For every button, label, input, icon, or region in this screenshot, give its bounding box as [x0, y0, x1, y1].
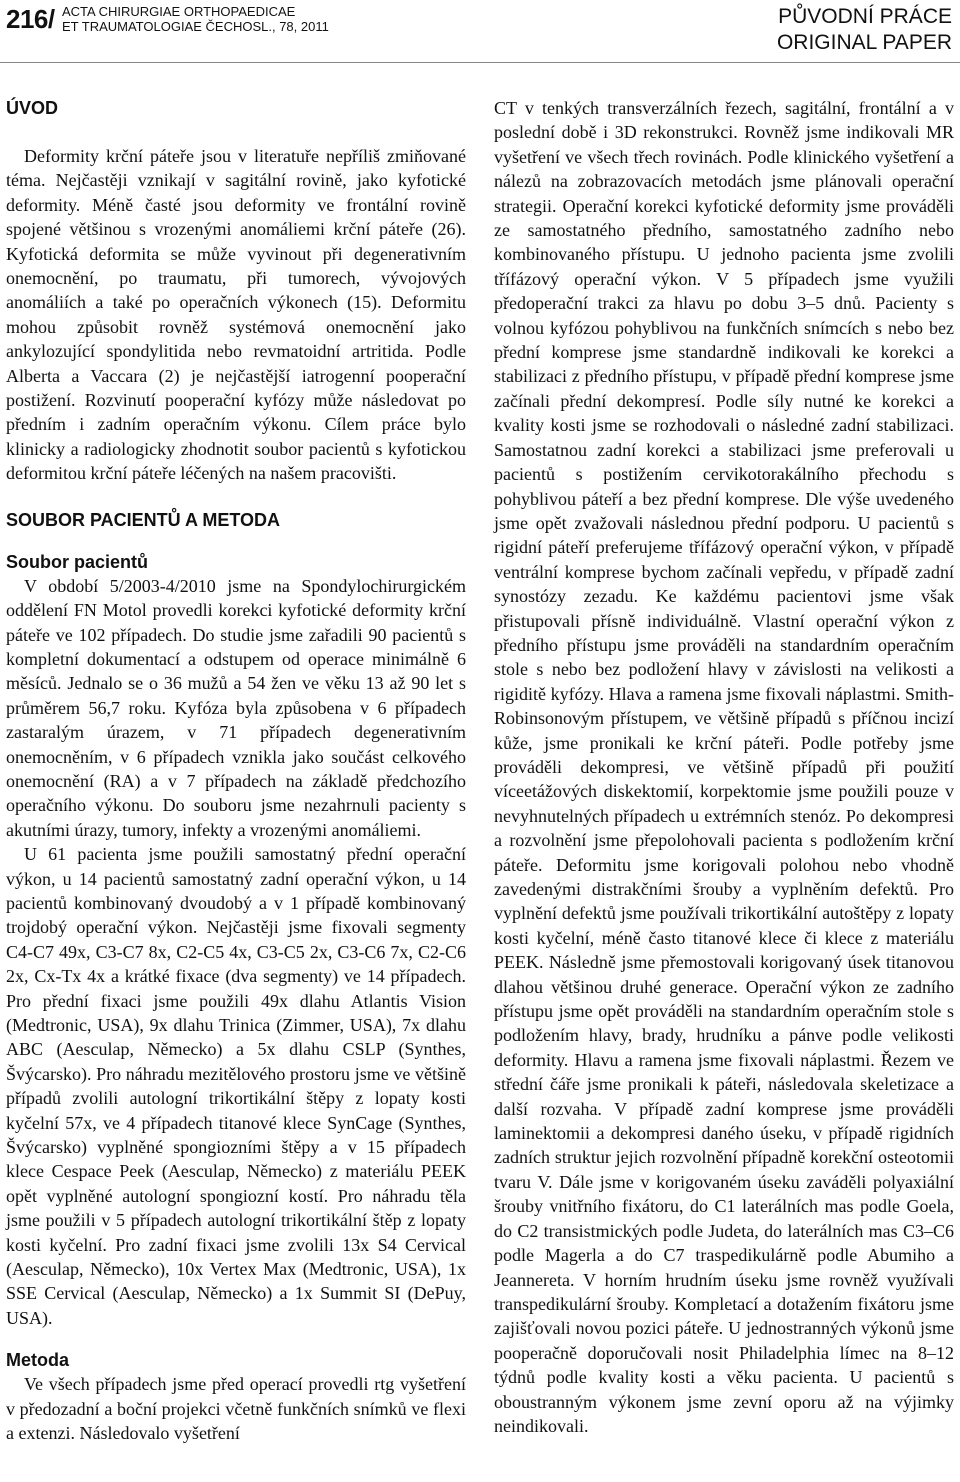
- paragraph-uvod: Deformity krční páteře jsou v literatuře nepříliš zmiňované téma. Nejčastěji vznikají v sagitální rovině, jako kyfotické deformity. Méně časté jsou deformity ve frontální rovině spojené většinou s vrozenými anomáliemi krční páteře (26). Kyfotická deformita se může vyvinout při degenerativním onemocnění, po traumatu, při tumorech, vývojových anomáliích a také po operačních výkonech (15). Deformitu mohou způsobit rovněž systémová onemocnění jako ankylozující spondylitida nebo revmatoidní artritida. Podle Alberta a Vaccara (2) je nejčastější iatrogenní pooperační postižení. Rozvinutí pooperační kyfózy může následovat po předním i zadním operačním výkonu. Cílem práce bylo klinicky a radiologicky zhodnotit soubor pacientů s kyfotickou deformitou krční páteře léčených na našem pracovišti.: [6, 146, 466, 484]
- page-number: 216/: [6, 4, 55, 34]
- page-header: [0, 0, 960, 62]
- article-type: [777, 4, 952, 56]
- paragraph-soubor-1: V období 5/2003-4/2010 jsme na Spondylochirurgickém oddělení FN Motol provedli korekci kyfotické deformity krční páteře ve 102 případech. Do studie jsme zařadili 90 pacientů s kompletní dokumentací a odstupem od operace minimálně 6 měsíců. Jednalo se o 36 mužů a 54 žen ve věku 13 až 90 let s průměrem 56,7 roku. Kyfóza byla způsobena v 6 případech zastaralým úrazem, v 71 případech degenerativním onemocněním, v 6 případech vznikla jako součást celkového onemocnění (RA) a v 7 případech na základě předchozího operačního výkonu. Do souboru jsme nezahrnuli pacienty s akutními úrazy, tumory, infekty a vrozenými anomáliemi.: [6, 575, 466, 840]
- journal-title: [62, 4, 329, 34]
- subheading-soubor-pacientu: Soubor pacientů: [6, 551, 149, 572]
- right-column: [494, 96, 954, 1438]
- journal-title-line2: ET TRAUMATOLOGIAE ČECHOSL., 78, 2011: [62, 19, 329, 34]
- article-type-en: ORIGINAL PAPER: [776, 31, 952, 54]
- paragraph-soubor-2: U 61 pacienta jsme použili samostatný přední operační výkon, u 14 pacientů samostatný zadní operační výkon, u 14 pacientů kombinovaný dvoudobý a v 1 případě kombinovaný trojdobý operační výkon. Nejčastěji jsme fixovali segmenty C4-C7 49x, C3-C7 8x, C2-C5 4x, C3-C5 2x, C3-C6 7x, C2-C6 2x, Cx-Tx 4x a krátké fixace (dva segmenty) ve 14 případech. Pro přední fixaci jsme použili 49x dlahu Atlantis Vision (Medtronic, USA), 9x dlahu Trinica (Zimmer, USA), 7x dlahu ABC (Aesculap, Německo) a 5x dlahu CSLP (Synthes, Švýcarsko). Pro náhradu mezitělového prostoru jsme ve většině případů zvolili autologní trikortikální štěpy z lopaty kosti kyčelní 57x, ve 4 případech titanové klece SynCage (Synthes, Švýcarsko) vyplněné spongiozními štěpy a v 15 případech klece Cespace Peek (Aesculap, Německo) z materiálu PEEK opět vyplněné autologní spongiozní kostí. Pro náhradu těla jsme použili v 5 případech autologní trikortikální štěp z lopaty kosti kyčelní. Pro zadní fixaci jsme zvolili 13x S4 Cervical (Aesculap, Německo), 10x Vertex Max (Medtronic, USA), 1x SSE Cervical (Aesculap, Německo) a 1x Summit SI (DePuy, USA).: [6, 844, 466, 1328]
- article-type-cz: PŮVODNÍ PRÁCE: [778, 5, 952, 28]
- section-heading-uvod: ÚVOD: [6, 98, 59, 118]
- left-column: [6, 96, 466, 1446]
- paragraph-metoda: Ve všech případech jsme před operací provedli rtg vyšetření v předozadní a boční projekci včetně funkčních snímků ve flexi a extenzi. Následovalo vyšetření: [6, 1374, 466, 1444]
- paragraph-right-continuation: CT v tenkých transverzálních řezech, sagitální, frontální a v poslední době i 3D rekonstrukci. Rovněž jsme indikovali MR vyšetření ve všech třech rovinách. Podle klinického vyšetření a nálezů na zobrazovacích metodách jsme plánovali operační strategii. Operační korekci kyfotické deformity jsme prováděli ze samostatného předního, samostatného zadního nebo kombinovaného přístupu. U jednoho pacienta jsme zvolili třífázový operační výkon. V 5 případech jsme využili předoperační trakci za hlavu po dobu 3–5 dnů. Pacienty s volnou kyfózou pohyblivou na funkčních snímcích s nebo bez přední komprese jsme standardně indikovali ke korekci a stabilizaci z předního přístupu, v případě přední komprese jsme začínali přední dekompresí. Podle síly nutné ke korekci a kvality kosti jsme se rozhodovali o následné zadní stabilizaci. Samostatnou zadní korekci a stabilizaci jsme preferovali u pacientů s postižením cervikotorakálního přechodu s pohyblivou páteří a bez přední komprese. Dle výše uvedeného jsme opět zvažovali následnou přední podporu. U pacientů s rigidní páteří preferujeme třífázový operační výkon, v případě ventrální komprese bychom začínali vepředu, v případě zadní synostózy zezadu. Ke každému pacientovi jsme však přistupovali přísně individuálně. Vlastní operační výkon z předního přístupu jsme prováděli na standardním operačním stole s nebo bez podložení hlavy v závislosti na velikosti a rigiditě kyfózy. Hlava a ramena jsme fixovali náplastmi. Smith-Robinsonovým přístupem, ve většině případů s příčnou incizí kůže, jsme pronikali ke krční páteři. Podle potřeby jsme prováděli dekompresi, ve většině případů při použití víceetážových diskektomií, korpektomie jsme použili pouze v nevyhnutelných případech u extrémních stenóz. Po dekompresi a rozvolnění jsme přepolohovali pacienta s podložením krční páteře. Deformitu jsme korigovali polohou nebo vhodně zavedenými distrakčními šrouby a vyplněním defektů. Pro vyplnění defektů jsme používali trikortikální autoštěpy z lopaty kosti kyčelní, méně často titanové klece či klece z materiálu PEEK. Následně jsme přemostovali korigovaný úsek titanovou dlahou většinou druhé generace. Operační výkon ze zadního přístupu jsme opět prováděli na standardním operačním stole s podložením hlavy, brady, hrudníku a pánve podle velikosti deformity. Hlavu a ramena jsme fixovali náplastmi. Řezem ve střední čáře jsme pronikali k páteři, následovala skeletizace a další rozvaha. V případě zadní komprese jsme prováděli laminektomii a dekompresi daného úseku, v případě rigidních zadních struktur jejich rozvolnění případně korekční osteotomii tvaru V. Dále jsme v korigovaném úseku zaváděli polyaxiální šrouby vnitřního fixátoru, do C1 laterálních mas podle Goela, do C2 transistmických podle Judeta, do laterálních mas C3–C6 podle Magerla a do C7 traspedikulárně podle Abumiho a Jeannereta. V horním hrudním úseku jsme rovněž využívali transpedikulární šrouby. Kompletací a dotažením fixátoru jsme zajišťovali novou pozici páteře. U jednostranných výkonů jsme pooperačně doporučovali nosit Philadelphia límec na 8–12 týdnů podle kvality kosti a věku pacienta. U pacientů s oboustranným výkonem jsme zevní oporu až na výjimky neindikovali.: [494, 98, 954, 1436]
- header-divider: [0, 62, 960, 63]
- journal-title-line1: ACTA CHIRURGIAE ORTHOPAEDICAE: [62, 4, 296, 19]
- section-heading-soubor: SOUBOR PACIENTŮ A METODA: [6, 509, 281, 530]
- subheading-metoda: Metoda: [6, 1350, 69, 1371]
